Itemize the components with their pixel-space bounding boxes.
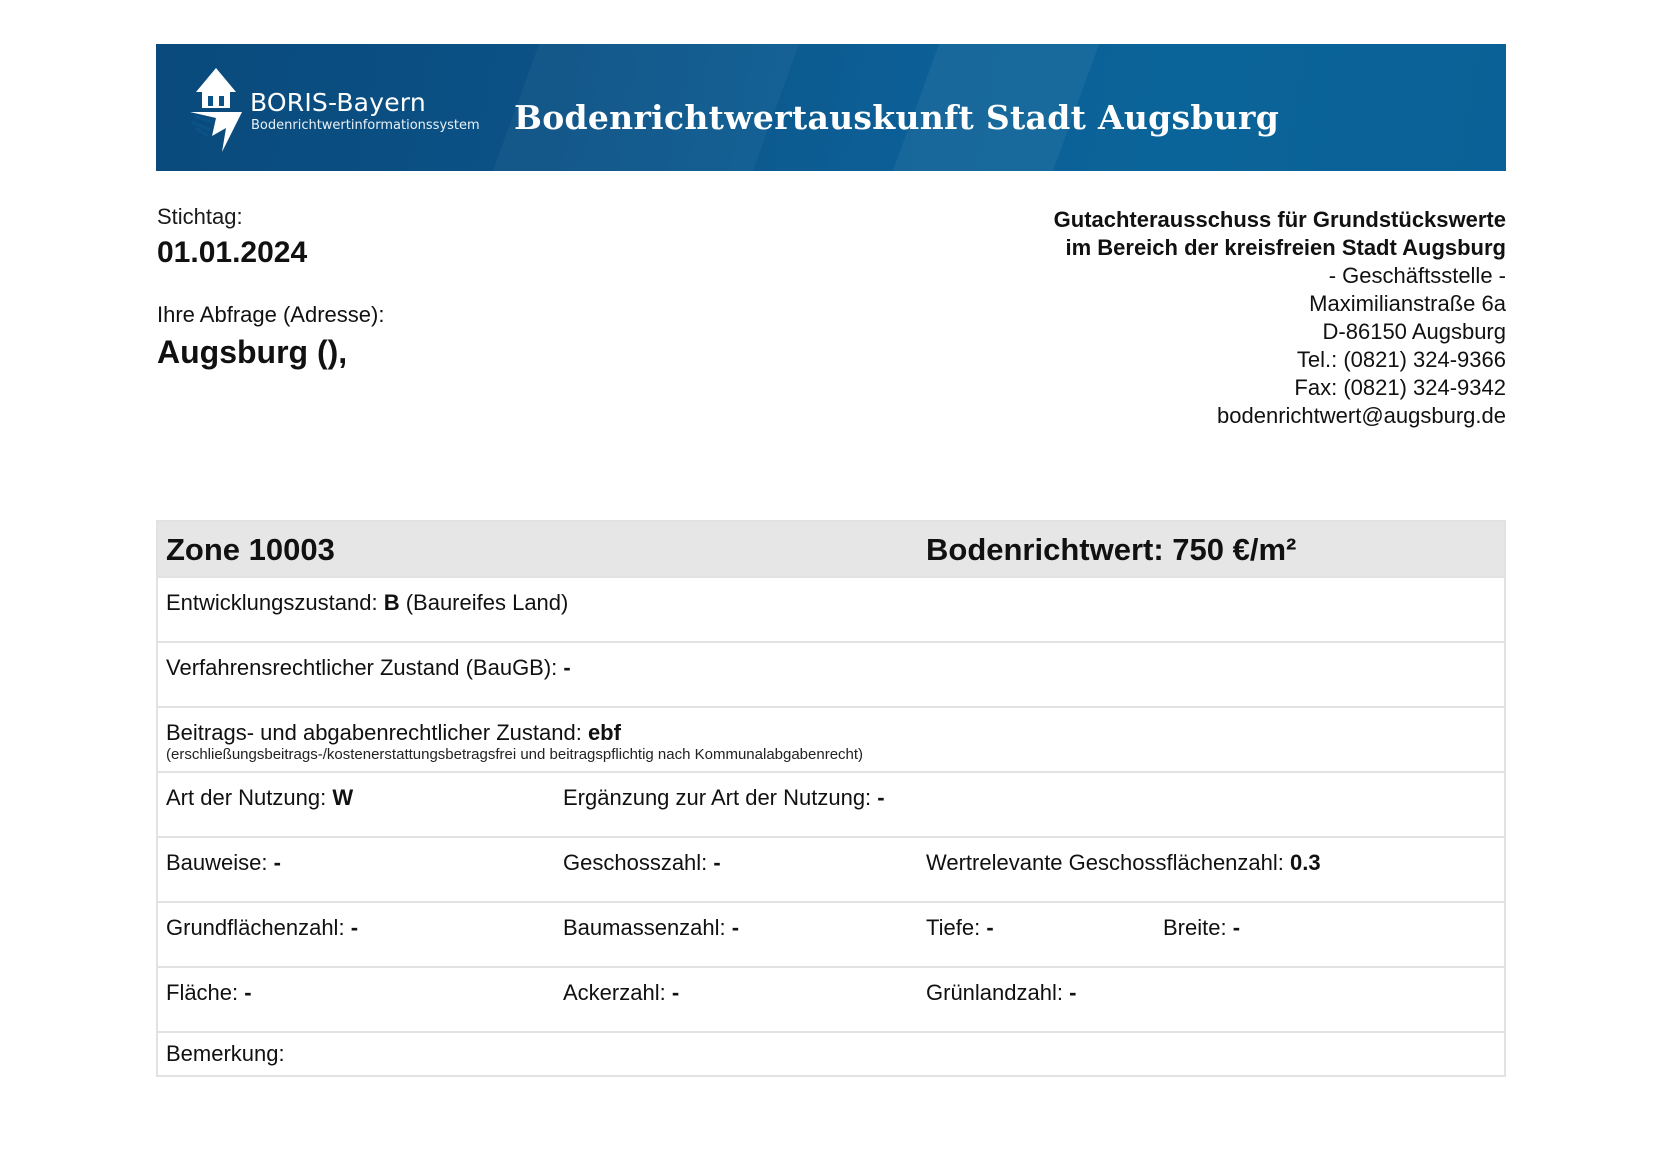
verfahrensrechtlicher-zustand — [166, 655, 571, 681]
page-title: Bodenrichtwertauskunft Stadt Augsburg — [514, 98, 1280, 137]
logo-subtitle: Bodenrichtwertinformationssystem — [251, 118, 480, 133]
field-value: - — [671, 980, 680, 1005]
address-value: Augsburg (), — [157, 334, 348, 370]
beitrag-note: (erschließungsbeitrags-/kostenerstattungsbetragsfrei und beitragspflichtig nach Kommunalabgabenrecht) — [166, 746, 864, 763]
field-label: Breite: — [1163, 915, 1227, 940]
field-value: - — [713, 850, 721, 875]
ergaenzung-nutzung — [563, 785, 885, 811]
logo-name: BORIS-Bayern — [250, 88, 426, 117]
baumassenzahl — [563, 915, 739, 941]
field-label: Grundflächenzahl: — [166, 915, 345, 940]
field-label: Wertrelevante Geschossflächenzahl: — [926, 850, 1284, 875]
zone-header — [158, 522, 1504, 576]
table-row — [158, 1031, 1504, 1075]
field-value: - — [1232, 915, 1241, 940]
query-info — [157, 204, 384, 371]
table-row — [158, 901, 1504, 966]
office-name-line1: Gutachterausschuss für Grundstückswerte — [1053, 207, 1506, 232]
zone-title: Zone 10003 — [166, 532, 335, 567]
wertrelevante-gfz — [926, 850, 1321, 876]
zone-table — [156, 520, 1506, 1077]
address-label: Ihre Abfrage (Adresse): — [157, 302, 385, 327]
table-row — [158, 706, 1504, 771]
table-row — [158, 576, 1504, 641]
office-email[interactable]: bodenrichtwert@augsburg.de — [1217, 403, 1506, 428]
field-label: Entwicklungszustand: — [166, 590, 378, 615]
beitragsrechtlicher-zustand — [166, 720, 621, 746]
office-department: - Geschäftsstelle - — [1328, 263, 1506, 288]
field-description: (Baureifes Land) — [405, 590, 569, 615]
office-phone: Tel.: (0821) 324-9366 — [1296, 347, 1506, 372]
geschosszahl — [563, 850, 721, 876]
field-label: Bauweise: — [166, 850, 268, 875]
office-fax: Fax: (0821) 324-9342 — [1294, 375, 1506, 400]
field-label: Tiefe: — [926, 915, 981, 940]
entwicklungszustand — [166, 590, 568, 616]
field-value: - — [244, 980, 252, 1005]
tiefe — [926, 915, 994, 941]
field-value: - — [731, 915, 740, 940]
flaeche — [166, 980, 252, 1006]
table-row — [158, 966, 1504, 1031]
field-label: Verfahrensrechtlicher Zustand (BauGB): — [166, 655, 558, 680]
field-value: 0.3 — [1290, 850, 1321, 875]
boris-logo-icon — [186, 66, 246, 154]
field-value: - — [986, 915, 994, 940]
stichtag-value: 01.01.2024 — [157, 236, 308, 269]
office-address — [1054, 206, 1506, 430]
table-row — [158, 771, 1504, 836]
field-value: - — [273, 850, 281, 875]
field-value: - — [350, 915, 359, 940]
header-banner — [156, 44, 1506, 171]
field-value: - — [1069, 980, 1077, 1005]
field-label: Fläche: — [166, 980, 239, 1005]
table-row — [158, 836, 1504, 901]
ackerzahl — [563, 980, 679, 1006]
bauweise — [166, 850, 281, 876]
field-label: Beitrags- und abgabenrechtlicher Zustand: — [166, 720, 582, 745]
office-street: Maximilianstraße 6a — [1309, 291, 1506, 316]
field-value: W — [332, 785, 354, 810]
stichtag-label: Stichtag: — [157, 204, 243, 229]
office-city: D-86150 Augsburg — [1322, 319, 1506, 344]
field-label: Ergänzung zur Art der Nutzung: — [563, 785, 872, 810]
field-label: Art der Nutzung: — [166, 785, 327, 810]
table-row — [158, 641, 1504, 706]
bodenrichtwert: Bodenrichtwert: 750 €/m² — [926, 532, 1297, 567]
field-value: B — [383, 590, 400, 615]
office-name-line2: im Bereich der kreisfreien Stadt Augsburg — [1065, 235, 1506, 260]
gruenlandzahl — [926, 980, 1076, 1006]
breite — [1163, 915, 1240, 941]
grundflaechenzahl — [166, 915, 358, 941]
field-label: Geschosszahl: — [563, 850, 708, 875]
field-value: - — [877, 785, 885, 810]
field-value: ebf — [587, 720, 621, 745]
art-der-nutzung — [166, 785, 353, 811]
bemerkung-label: Bemerkung: — [166, 1041, 285, 1066]
field-label: Baumassenzahl: — [563, 915, 726, 940]
field-value: - — [563, 655, 571, 680]
field-label: Grünlandzahl: — [926, 980, 1063, 1005]
field-label: Ackerzahl: — [563, 980, 666, 1005]
